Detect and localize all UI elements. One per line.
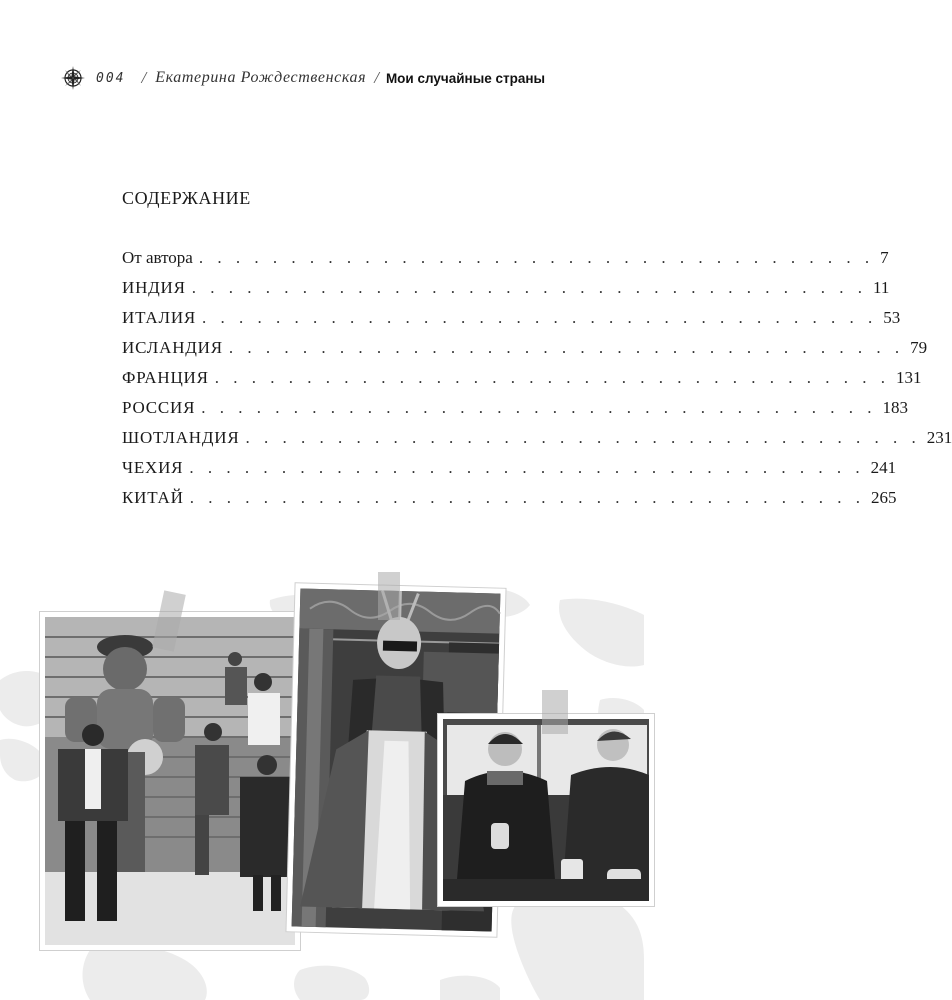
toc-leader-dots: . . . . . . . . . . . . . . . . . . . . . . . . . . . . . . . . . . . . . (228, 338, 905, 357)
toc-entry-page: 7 (880, 248, 889, 267)
header-separator: / (374, 68, 379, 87)
bus-photo-image (443, 719, 649, 901)
toc-entry-title: ФРАНЦИЯ (122, 368, 209, 387)
toc-entry-czechia[interactable] (122, 458, 897, 488)
toc-entry-page: 183 (882, 398, 908, 417)
toc-entry-india[interactable] (122, 278, 890, 308)
tape-strip (378, 572, 400, 620)
table-of-contents (122, 248, 952, 518)
toc-entry-foreword[interactable] (122, 248, 889, 278)
toc-heading: СОДЕРЖАНИЕ (122, 188, 251, 208)
toc-entry-title: ИСЛАНДИЯ (122, 338, 223, 357)
india-temple-steps-photo (40, 612, 300, 950)
toc-entry-page: 231 (926, 428, 952, 447)
toc-entry-italy[interactable] (122, 308, 901, 338)
india-photo-image (45, 617, 295, 945)
header-separator: / (141, 68, 147, 87)
two-travellers-in-bus-photo (438, 714, 654, 906)
toc-entry-china[interactable] (122, 488, 897, 518)
book-title: Мои случайные страны (385, 70, 546, 86)
tape-strip (542, 690, 568, 734)
toc-entry-page: 131 (896, 368, 922, 387)
toc-entry-title: РОССИЯ (122, 398, 196, 417)
toc-leader-dots: . . . . . . . . . . . . . . . . . . . . . . . . . . . . . . . . . . . . . (214, 368, 891, 387)
toc-leader-dots: . . . . . . . . . . . . . . . . . . . . . . . . . . . . . . . . . . . . . (191, 278, 868, 297)
compass-rose-icon (60, 65, 86, 91)
toc-leader-dots: . . . . . . . . . . . . . . . . . . . . . . . . . . . . . . . . . . . . . (198, 248, 875, 267)
toc-entry-page: 265 (870, 488, 897, 507)
toc-entry-iceland[interactable] (122, 338, 928, 368)
toc-entry-page: 241 (870, 458, 897, 477)
toc-entry-title: ШОТЛАНДИЯ (122, 428, 240, 447)
toc-leader-dots: . . . . . . . . . . . . . . . . . . . . . . . . . . . . . . . . . . . . . (189, 488, 865, 507)
toc-entry-title: ИНДИЯ (122, 278, 186, 297)
toc-entry-scotland[interactable] (122, 428, 952, 458)
toc-leader-dots: . . . . . . . . . . . . . . . . . . . . . . . . . . . . . . . . . . . . . (201, 398, 877, 417)
toc-entry-page: 11 (873, 278, 890, 297)
toc-entry-title: ИТАЛИЯ (122, 308, 197, 327)
toc-entry-title: КИТАЙ (122, 488, 184, 507)
toc-entry-russia[interactable] (122, 398, 908, 428)
toc-leader-dots: . . . . . . . . . . . . . . . . . . . . . . . . . . . . . . . . . . . . . (245, 428, 921, 447)
toc-entry-page: 53 (883, 308, 901, 327)
toc-entry-page: 79 (910, 338, 928, 357)
page-number: 004 (96, 70, 126, 86)
running-header (60, 64, 580, 92)
toc-entry-title: ЧЕХИЯ (122, 458, 184, 477)
toc-entry-france[interactable] (122, 368, 922, 398)
toc-leader-dots: . . . . . . . . . . . . . . . . . . . . . . . . . . . . . . . . . . . . . (189, 458, 865, 477)
toc-entry-title: От автора (122, 248, 193, 267)
toc-leader-dots: . . . . . . . . . . . . . . . . . . . . . . . . . . . . . . . . . . . . . (202, 308, 878, 327)
author-name: Екатерина Рождественская (155, 69, 367, 86)
